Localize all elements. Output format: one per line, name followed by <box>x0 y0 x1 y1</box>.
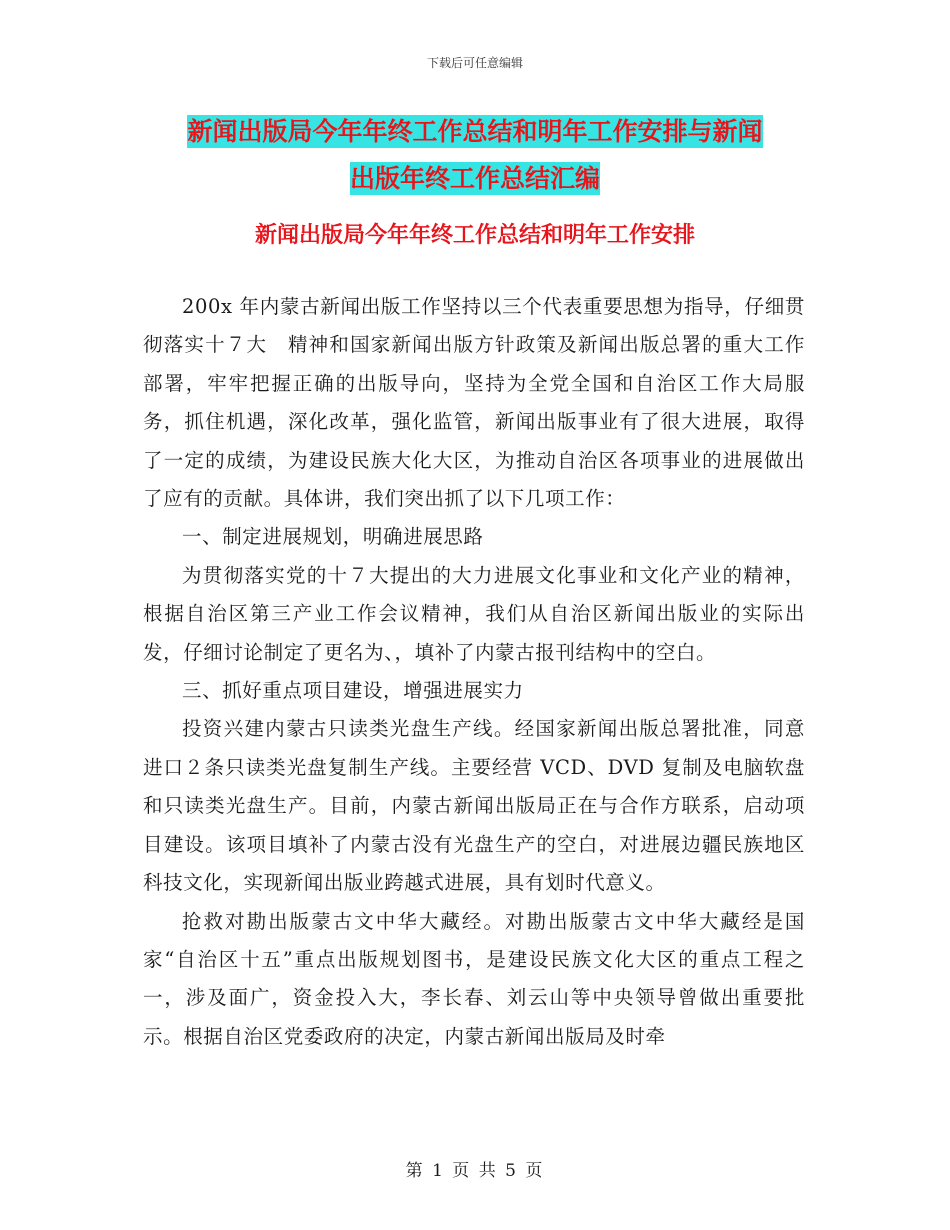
paragraph: 三、抓好重点项目建设，增强进展实力 <box>182 679 524 703</box>
paragraph: 抢救对勘出版蒙古文中华大藏经。对勘出版蒙古文中华大藏经是国家“自治区十五”重点出版规划图书，是建设民族文化大区的重点工程之一，涉及面广，资金投入大，李长春、刘云山等中央领导曾做出重要批示。根据自治区党委政府的决定，内蒙古新闻出版局及时牵 <box>143 909 805 1048</box>
paragraph: 为贯彻落实党的十７大提出的大力进展文化事业和文化产业的精神，根据自治区第三产业工作会议精神，我们从自治区新闻出版业的实际出发，仔细讨论制定了更名为、，填补了内蒙古报刊结构中的空白。 <box>143 563 805 664</box>
paragraph: 一、制定进展规划，明确进展思路 <box>182 525 484 549</box>
page-number: 第 1 页 共 5 页 <box>405 1161 545 1181</box>
document-title <box>145 108 805 202</box>
title-line-2: 出版年终工作总结汇编 <box>349 164 600 193</box>
body-text <box>143 288 805 1056</box>
header-note: 下载后可任意编辑 <box>426 56 523 70</box>
section-title: 新闻出版局今年年终工作总结和明年工作安排 <box>254 223 695 248</box>
paragraph: 投资兴建内蒙古只读类光盘生产线。经国家新闻出版总署批准，同意进口２条只读类光盘复制生产线。主要经营 VCD、DVD 复制及电脑软盘和只读类光盘生产。目前，内蒙古新闻出版局正在与合作方联系，启动项目建设。该项目填补了内蒙古没有光盘生产的空白，对进展边疆民族地区科技文化，实现新闻出版业跨越式进展，具有划时代意义。 <box>143 717 805 895</box>
paragraph: 200x 年内蒙古新闻出版工作坚持以三个代表重要思想为指导，仔细贯彻落实十７大 精神和国家新闻出版方针政策及新闻出版总署的重大工作部署，牢牢把握正确的出版导向，坚持为全党全国和自治区工作大局服务，抓住机遇，深化改革，强化监管，新闻出版事业有了很大进展，取得了一定的成绩，为建设民族大化大区，为推动自治区各项事业的进展做出了应有的贡献。具体讲，我们突出抓了以下几项工作： <box>143 295 805 511</box>
title-line-1: 新闻出版局今年年终工作总结和明年工作安排与新闻 <box>187 117 763 146</box>
